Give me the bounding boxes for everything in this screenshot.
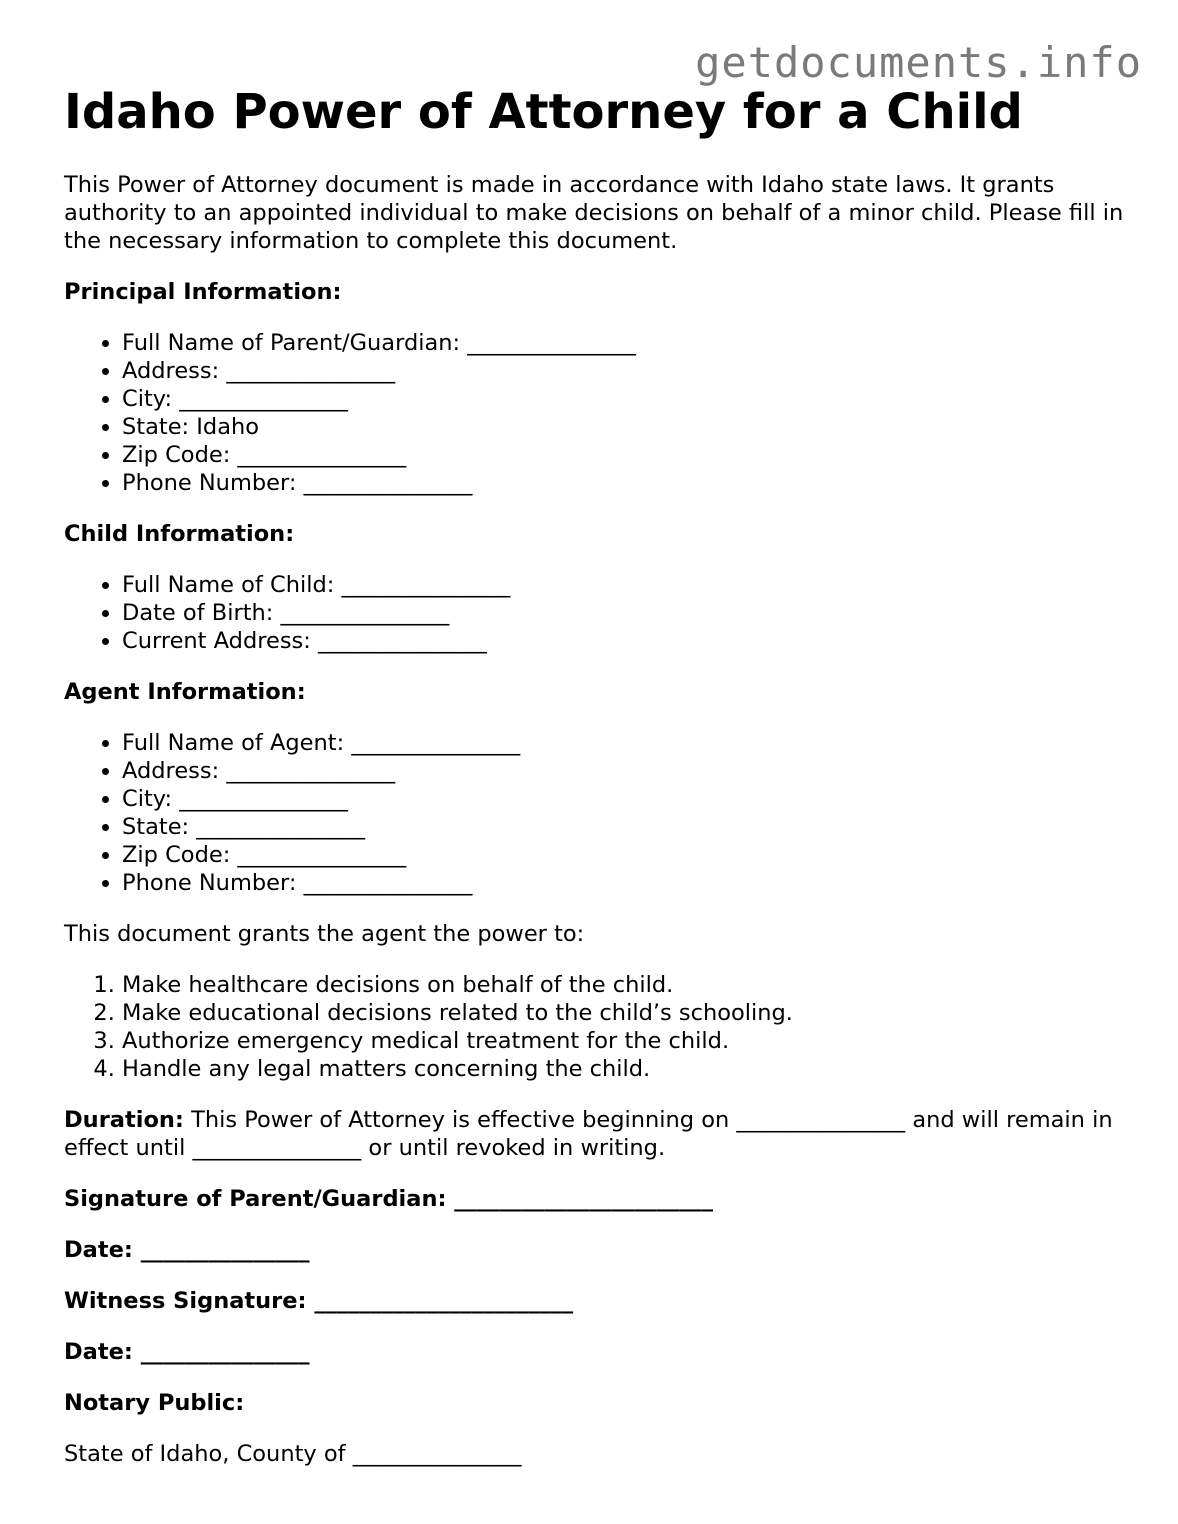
child-address-field: • Current Address: _______________: [122, 627, 1134, 655]
principal-name-field: • Full Name of Parent/Guardian: _______________: [122, 329, 1134, 357]
agent-list: [64, 729, 1134, 897]
duration-label: Duration:: [64, 1107, 184, 1133]
principal-list: [64, 329, 1134, 497]
duration-paragraph: [64, 1106, 1134, 1162]
powers-list: [64, 971, 1134, 1083]
parent-signature-blank: _______________________: [446, 1186, 714, 1212]
witness-signature-blank: _______________________: [306, 1288, 574, 1314]
date-label-1: Date:: [64, 1237, 133, 1263]
agent-phone-field: • Phone Number: _______________: [122, 869, 1134, 897]
child-name-field: • Full Name of Child: _______________: [122, 571, 1134, 599]
intro-paragraph: This Power of Attorney document is made in accordance with Idaho state laws. It grants authority to an appointed individual to make decisions on behalf of a minor child. Please fill in the necessary information to complete this document.: [64, 172, 1124, 254]
power-item: 3. Authorize emergency medical treatment for the child.: [122, 1027, 1134, 1055]
principal-city-field: • City: _______________: [122, 385, 1134, 413]
date-line-2: [64, 1338, 1134, 1366]
power-item: 4. Handle any legal matters concerning the child.: [122, 1055, 1134, 1083]
agent-name-field: • Full Name of Agent: _______________: [122, 729, 1134, 757]
child-heading: Child Information:: [64, 521, 295, 547]
notary-county-line: State of Idaho, County of _______________: [64, 1441, 522, 1467]
principal-state-field: • State: Idaho: [122, 413, 1134, 441]
power-item: 2. Make educational decisions related to the child’s schooling.: [122, 999, 1134, 1027]
agent-zip-field: • Zip Code: _______________: [122, 841, 1134, 869]
document-page: [64, 84, 1134, 1468]
date-blank-1: _______________: [132, 1237, 310, 1263]
agent-address-field: • Address: _______________: [122, 757, 1134, 785]
document-title: Idaho Power of Attorney for a Child: [64, 84, 1023, 140]
power-item: 1. Make healthcare decisions on behalf of the child.: [122, 971, 1134, 999]
principal-phone-field: • Phone Number: _______________: [122, 469, 1134, 497]
parent-signature-label: Signature of Parent/Guardian:: [64, 1186, 447, 1212]
child-dob-field: • Date of Birth: _______________: [122, 599, 1134, 627]
principal-address-field: • Address: _______________: [122, 357, 1134, 385]
notary-heading: Notary Public:: [64, 1390, 245, 1416]
parent-signature-line: [64, 1185, 1134, 1213]
date-line-1: [64, 1236, 1134, 1264]
principal-zip-field: • Zip Code: _______________: [122, 441, 1134, 469]
powers-intro: This document grants the agent the power to:: [64, 921, 585, 947]
date-blank-2: _______________: [132, 1339, 310, 1365]
agent-state-field: • State: _______________: [122, 813, 1134, 841]
principal-heading: Principal Information:: [64, 279, 342, 305]
agent-city-field: • City: _______________: [122, 785, 1134, 813]
watermark: getdocuments.info: [695, 38, 1142, 87]
witness-signature-label: Witness Signature:: [64, 1288, 307, 1314]
witness-signature-line: [64, 1287, 1134, 1315]
date-label-2: Date:: [64, 1339, 133, 1365]
child-list: [64, 571, 1134, 655]
duration-text: This Power of Attorney is effective beginning on _______________ and will remain in effect until _______________ or until revoked in writing.: [64, 1107, 1113, 1161]
agent-heading: Agent Information:: [64, 679, 306, 705]
